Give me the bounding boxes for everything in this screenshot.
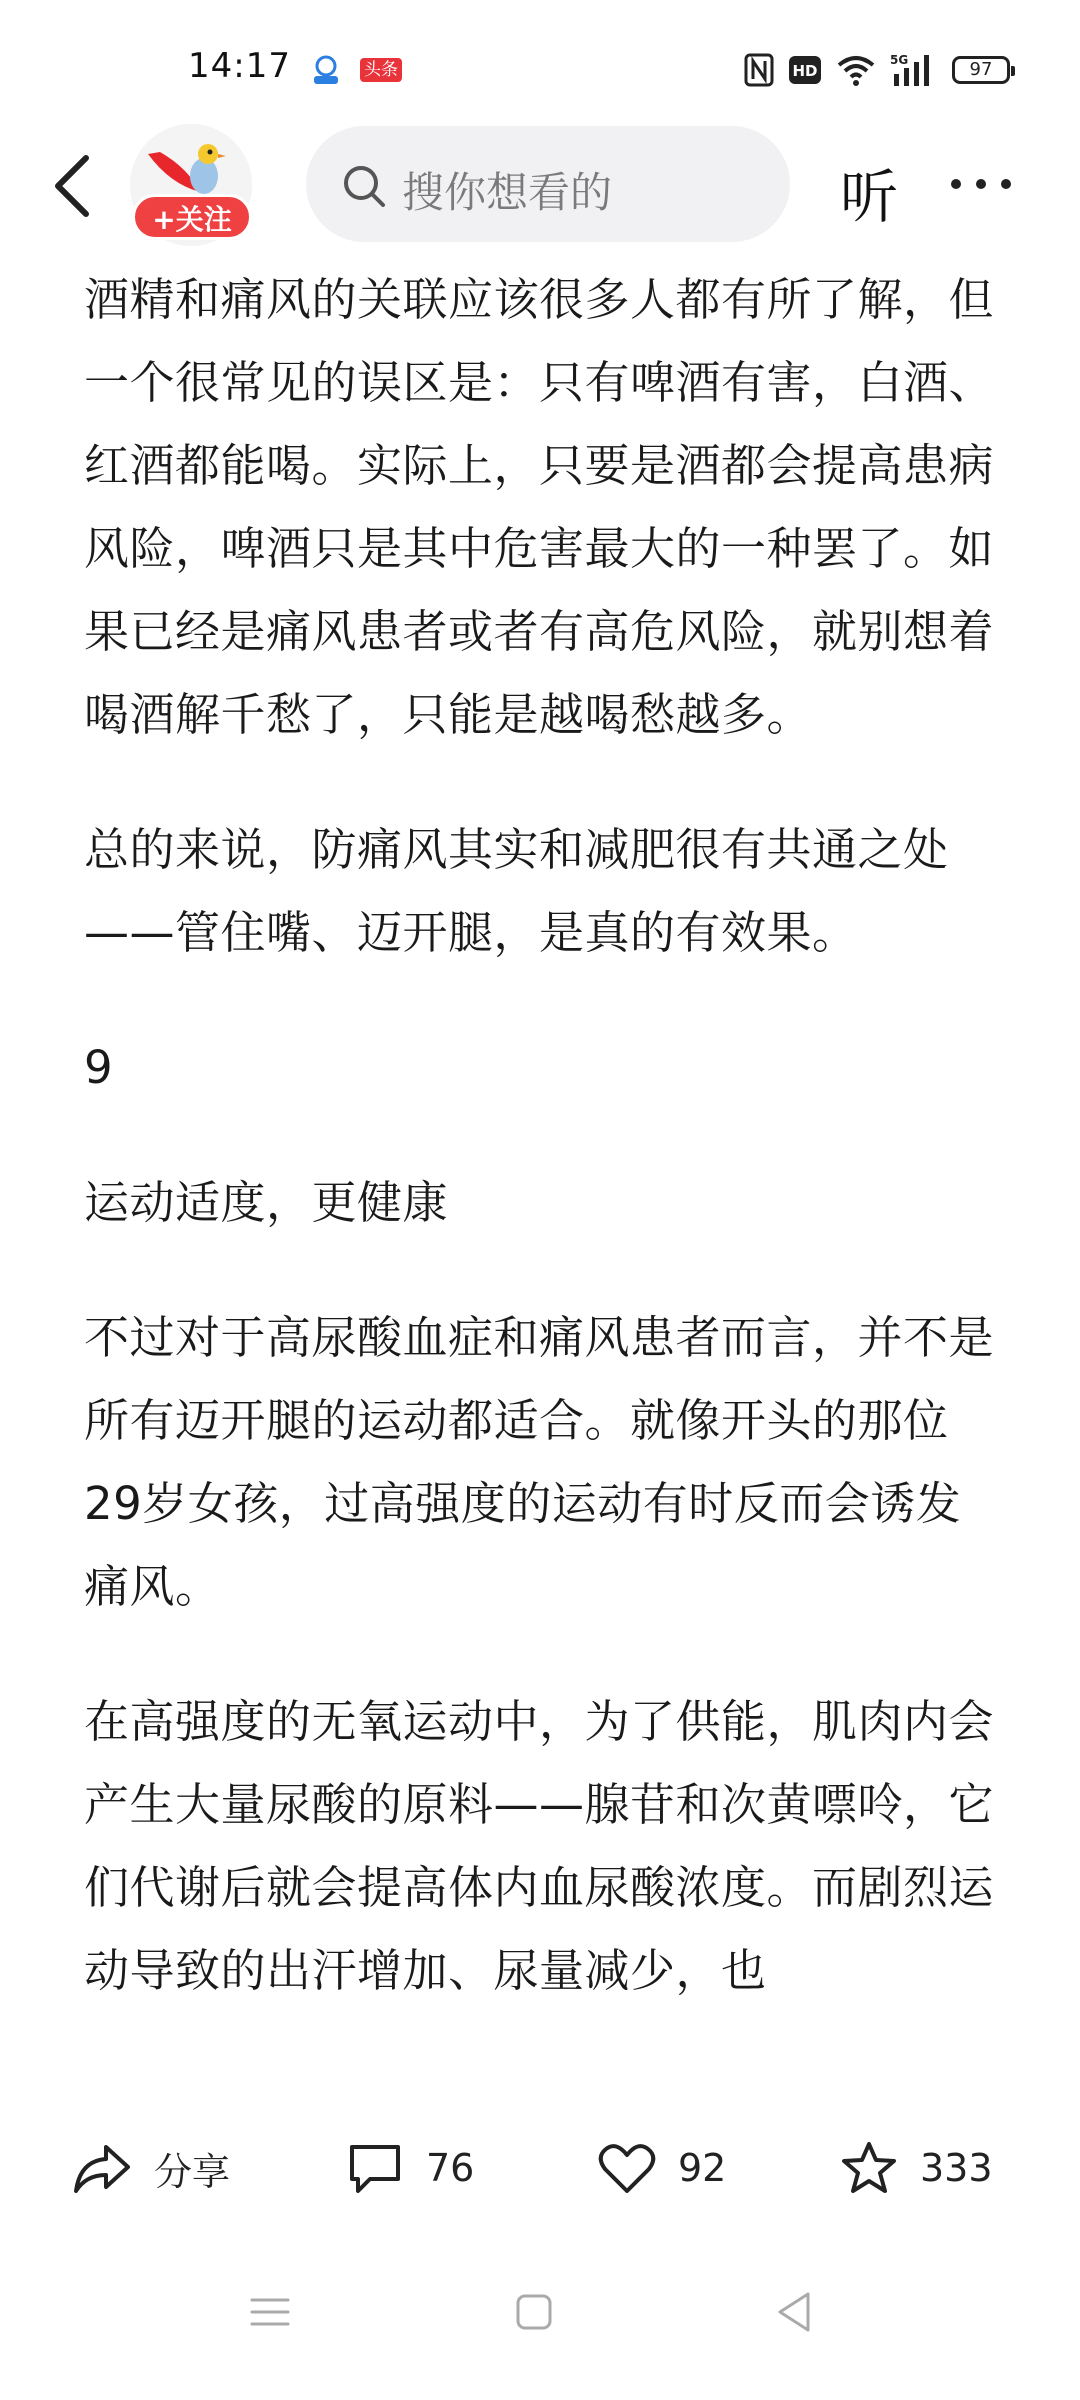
article-action-bar: [0, 2110, 1080, 2230]
favorite-button[interactable]: [840, 2140, 993, 2196]
heart-icon: [598, 2141, 656, 2195]
share-label: 分享: [154, 2149, 231, 2194]
section-heading: 运动适度，更健康: [84, 1176, 449, 1229]
follow-button[interactable]: +关注: [132, 194, 252, 240]
article-paragraph: 不过对于高尿酸血症和痛风患者而言，并不是所有迈开腿的运动都适合。就像开头的那位29岁女孩，过高强度的运动有时反而会诱发痛风。: [84, 1311, 995, 1613]
comment-icon: [346, 2141, 404, 2195]
status-bar: [0, 0, 1080, 130]
app-notification-icon: [308, 52, 344, 88]
back-arrow-icon[interactable]: [44, 146, 104, 226]
share-icon: [72, 2141, 132, 2195]
article-paragraph: 在高强度的无氧运动中，为了供能，肌肉内会产生大量尿酸的原料——腺苷和次黄嘌呤，它们代谢后就会提高体内血尿酸浓度。而剧烈运动导致的出汗增加、尿量减少，也: [84, 1695, 995, 1997]
listen-button[interactable]: 听: [840, 163, 899, 231]
battery-icon: 97: [952, 56, 1010, 84]
search-bar[interactable]: [306, 126, 790, 242]
menu-icon[interactable]: [240, 2282, 300, 2342]
svg-text:HD: HD: [792, 62, 818, 80]
toutiao-badge: 头条: [360, 58, 402, 82]
comment-count: 76: [426, 2146, 475, 2190]
like-button[interactable]: [598, 2140, 726, 2196]
search-icon: [340, 162, 388, 210]
nfc-icon: [744, 53, 774, 87]
svg-text:5G: 5G: [890, 53, 909, 67]
wifi-icon: [836, 53, 876, 87]
back-icon[interactable]: [764, 2282, 824, 2342]
system-nav-bar: [0, 2240, 1080, 2400]
article-body: [84, 258, 1000, 2086]
article-paragraph: 酒精和痛风的关联应该很多人都有所了解，但一个很常见的误区是：只有啤酒有害，白酒、红酒都能喝。实际上，只要是酒都会提高患病风险，啤酒只是其中危害最大的一种罢了。如果已经是痛风患者或者有高危风险，就别想着喝酒解千愁了，只能是越喝愁越多。: [84, 273, 995, 741]
article-paragraph: 总的来说，防痛风其实和减肥很有共通之处——管住嘴、迈开腿，是真的有效果。: [84, 823, 949, 959]
search-placeholder: 搜你想看的: [402, 168, 613, 217]
share-button[interactable]: [72, 2140, 230, 2196]
top-bar: [0, 120, 1080, 250]
section-number: 9: [84, 1041, 114, 1094]
more-options-icon[interactable]: [946, 164, 1016, 204]
comment-button[interactable]: [346, 2140, 474, 2196]
like-count: 92: [678, 2146, 727, 2190]
home-icon[interactable]: [504, 2282, 564, 2342]
star-icon: [840, 2140, 898, 2196]
hd-icon: [788, 55, 822, 85]
status-icons: [744, 50, 1010, 90]
status-time: 14:17: [188, 46, 291, 86]
5g-signal-icon: [890, 52, 938, 88]
favorite-count: 333: [920, 2146, 993, 2190]
